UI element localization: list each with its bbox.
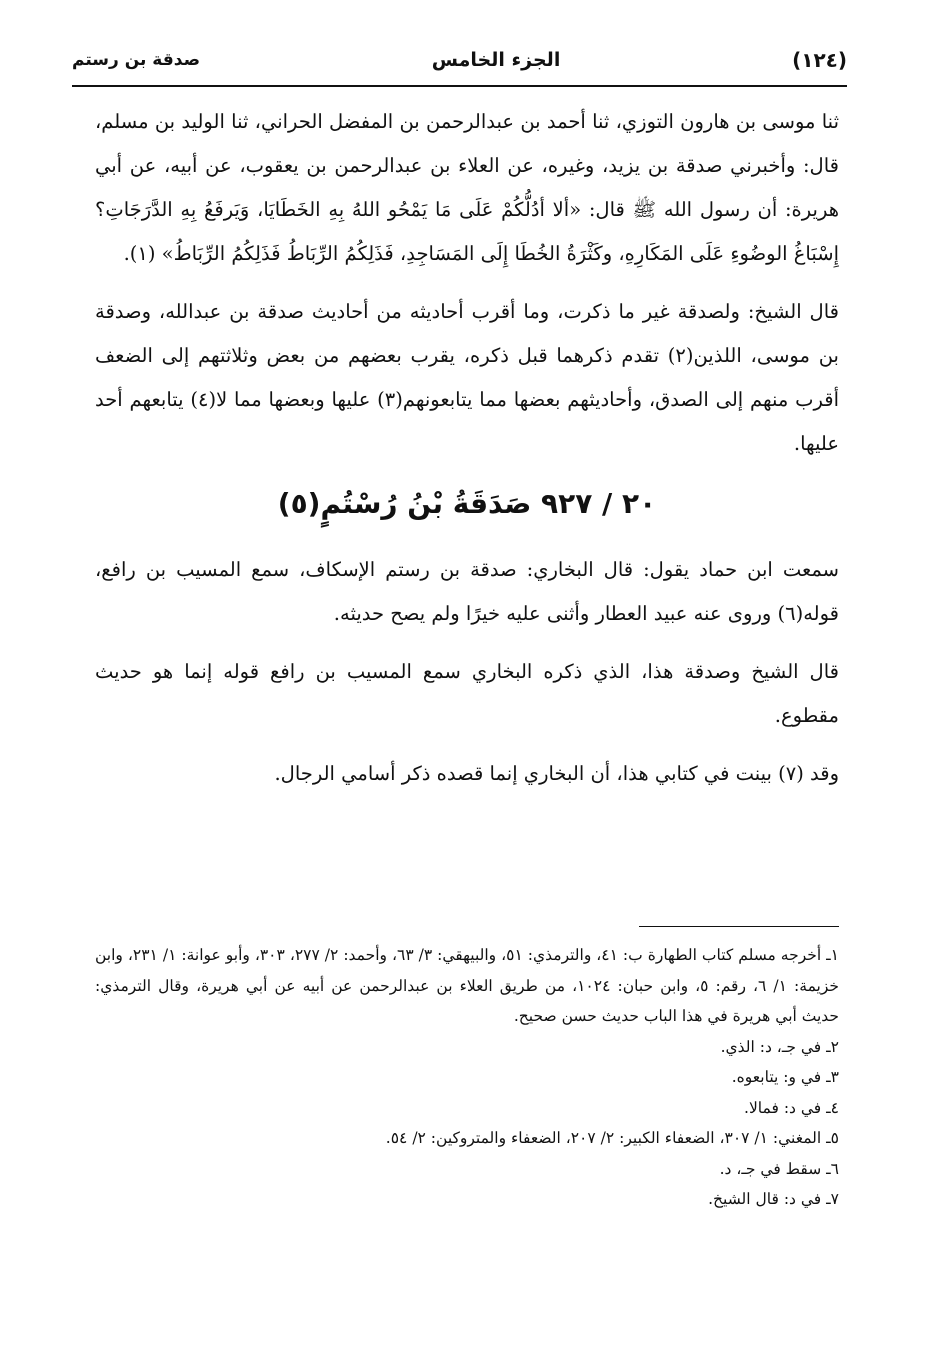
footnote-7: ٧ـ في د: قال الشيخ. [708, 1190, 839, 1208]
page-header [72, 40, 847, 80]
footnote-5: ٥ـ المغني: ١/ ٣٠٧، الضعفاء الكبير: ٢/ ٢٠٧، الضعفاء والمتروكين: ٢/ ٥٤. [385, 1129, 839, 1147]
footnotes [95, 940, 839, 1215]
paragraph-3: سمعت ابن حماد يقول: قال البخاري: صدقة بن رستم الإسكاف، سمع المسيب بن رافع، قوله(٦) وروى عنه عبيد العطار وأثنى عليه خيرًا ولم يصح حديثه. [95, 558, 839, 625]
part-title: الجزء الخامس [431, 49, 561, 71]
page-number: (١٢٤) [792, 48, 847, 72]
main-text [95, 100, 839, 796]
paragraph-1: ثنا موسى بن هارون التوزي، ثنا أحمد بن عبدالرحمن بن المفضل الحراني، ثنا الوليد بن مسلم، قال: وأخبرني صدقة بن يزيد، وغيره، عن العلاء بن عبدالرحمن بن يعقوب، عن أبيه، عن أبي هريرة: أن رسول الله ﷺ قال: «ألا أدُلُّكُمْ عَلَى مَا يَمْحُو اللهُ بِهِ الخَطَايَا، وَيَرفَعُ بِهِ الدَّرَجَاتِ؟ إِسْبَاغُ الوضُوءِ عَلَى المَكَارِهِ، وكَثْرَةُ الخُطَا إِلَى المَسَاجِدِ، فَذَلِكُمُ الرِّبَاطُ فَذَلِكُمُ الرِّبَاطُ» (١). [95, 110, 839, 265]
header-rule [72, 85, 847, 87]
footnote-2: ٢ـ في جـ، د: الذي. [720, 1037, 839, 1056]
running-title: صدقة بن رستم [72, 50, 200, 70]
footnote-rule [639, 926, 839, 927]
paragraph-4: قال الشيخ وصدقة هذا، الذي ذكره البخاري سمع المسيب بن رافع قوله إنما هو حديث مقطوع. [95, 660, 839, 727]
paragraph-5: وقد (٧) بينت في كتابي هذا، أن البخاري إنما قصده ذكر أسامي الرجال. [274, 762, 839, 785]
footnote-1: ١ـ أخرجه مسلم كتاب الطهارة ب: ٤١، والترمذي: ٥١، والبيهقي: ٣/ ٦٣، وأحمد: ٢/ ٢٧٧، ٣٠٣، وأبو عوانة: ١/ ٢٣١، وابن خزيمة: ١/ ٦، رقم: ٥، وابن حبان: ١٠٢٤، من طريق العلاء بن عبدالرحمن عن أبيه عن أبي هريرة، وقال الترمذي: حديث أبي هريرة في هذا الباب حديث حسن صحيح. [95, 946, 839, 1025]
footnote-3: ٣ـ في و: يتابعوه. [731, 1068, 839, 1086]
footnote-6: ٦ـ سقط في جـ، د. [719, 1159, 839, 1178]
paragraph-2: قال الشيخ: ولصدقة غير ما ذكرت، وما أقرب أحاديثه من أحاديث صدقة بن عبدالله، وصدقة بن موسى، اللذين(٢) تقدم ذكرهما قبل ذكره، يقرب بعضهم من بعض وثلاثتهم إلى الضعف أقرب منهم إلى الصدق، وأحاديثهم بعضها مما يتابعونهم(٣) عليها وبعضها مما لا(٤) يتابعهم أحد عليها. [95, 300, 839, 455]
section-title: ٢٠ / ٩٢٧ صَدَقَةُ بْنُ رُسْتُمٍ(٥) [277, 487, 657, 520]
footnote-4: ٤ـ في د: فمالا. [744, 1098, 839, 1117]
